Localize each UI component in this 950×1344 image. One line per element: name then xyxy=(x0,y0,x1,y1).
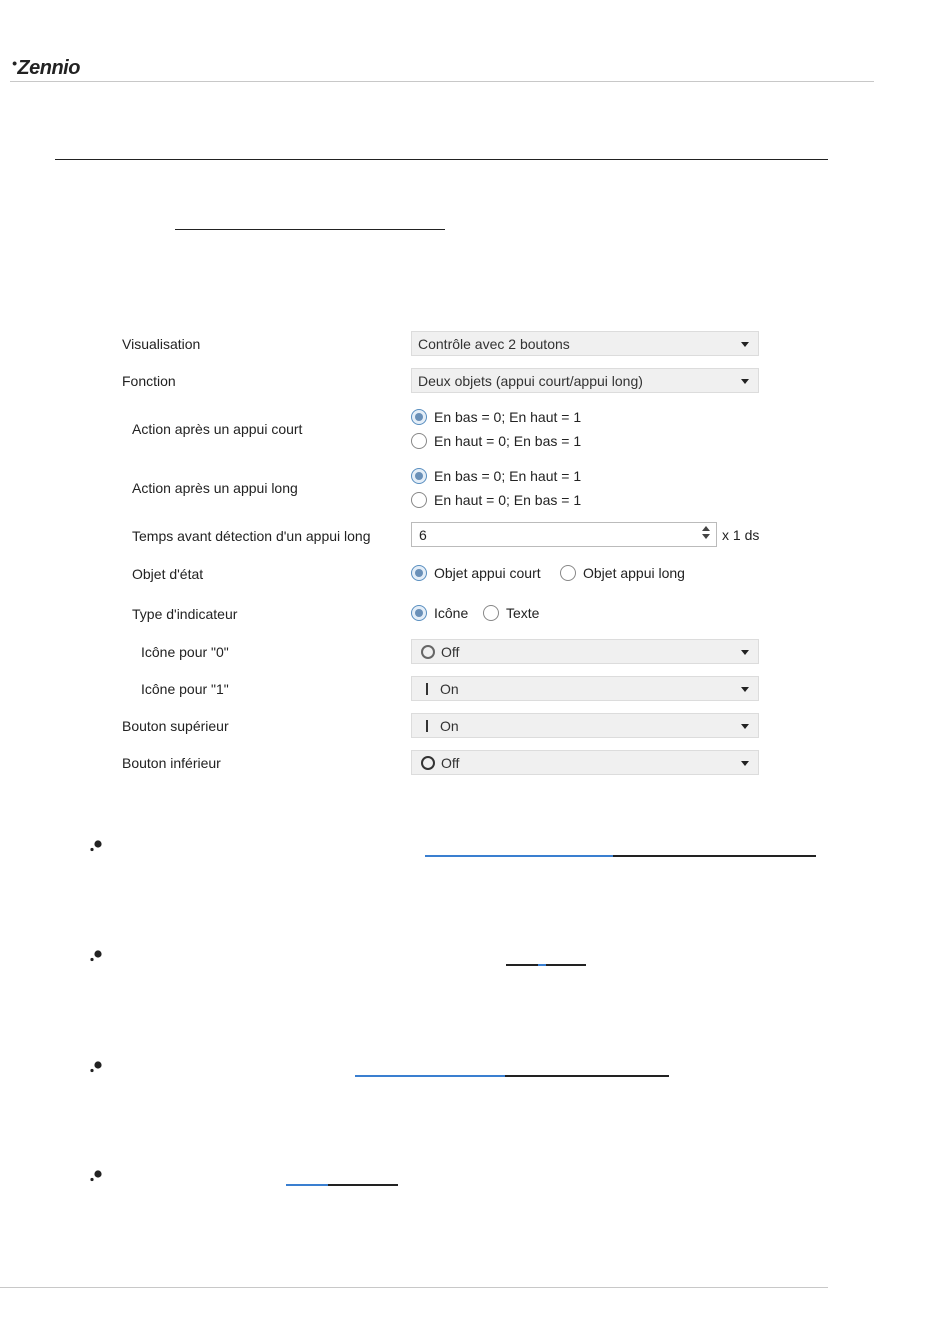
visualisation-select[interactable] xyxy=(411,331,759,356)
bouton-superieur-value: On xyxy=(440,717,459,734)
chevron-down-icon xyxy=(741,342,749,347)
radio-unselected-icon xyxy=(483,605,499,621)
action-court-option-2[interactable]: En haut = 0; En bas = 1 xyxy=(411,433,581,449)
link-underline[interactable] xyxy=(506,964,538,966)
bar-icon xyxy=(426,683,428,695)
action-long-option-2[interactable]: En haut = 0; En bas = 1 xyxy=(411,492,581,508)
bar-icon xyxy=(426,720,428,732)
temps-unit: x 1 ds xyxy=(722,527,760,543)
action-long-label: Action après un appui long xyxy=(132,480,298,496)
link-underline[interactable] xyxy=(328,1184,398,1186)
radio-unselected-icon xyxy=(411,433,427,449)
fonction-value: Deux objets (appui court/appui long) xyxy=(418,372,643,389)
footer-divider xyxy=(0,1287,828,1288)
icone-1-value: On xyxy=(440,680,459,697)
spin-arrows-icon[interactable] xyxy=(702,526,710,539)
radio-unselected-icon xyxy=(560,565,576,581)
icone-0-select[interactable] xyxy=(411,639,759,664)
temps-label: Temps avant détection d'un appui long xyxy=(132,528,371,544)
type-indicateur-option-texte[interactable]: Texte xyxy=(483,605,539,621)
visualisation-label: Visualisation xyxy=(122,336,201,352)
objet-etat-option-long[interactable]: Objet appui long xyxy=(560,565,685,581)
header-divider xyxy=(10,81,874,82)
temps-spinbox[interactable] xyxy=(411,522,717,547)
link-underline[interactable] xyxy=(613,855,816,857)
action-long-option-1[interactable]: En bas = 0; En haut = 1 xyxy=(411,468,581,484)
bullet-icon xyxy=(89,838,103,852)
bouton-inferieur-label: Bouton inférieur xyxy=(122,755,221,771)
objet-etat-label: Objet d'état xyxy=(132,566,204,582)
bouton-inferieur-value: Off xyxy=(441,754,460,771)
action-court-option-1[interactable]: En bas = 0; En haut = 1 xyxy=(411,409,581,425)
radio-selected-icon xyxy=(411,409,427,425)
section-heading-underline xyxy=(55,159,828,160)
spin-up-icon[interactable] xyxy=(702,526,710,531)
temps-value: 6 xyxy=(419,526,427,543)
radio-selected-icon xyxy=(411,605,427,621)
chevron-down-icon xyxy=(741,761,749,766)
objet-etat-option-court[interactable]: Objet appui court xyxy=(411,565,541,581)
chevron-down-icon xyxy=(741,724,749,729)
type-indicateur-label: Type d'indicateur xyxy=(132,606,238,622)
type-indicateur-option-icone[interactable]: Icône xyxy=(411,605,468,621)
visualisation-value: Contrôle avec 2 boutons xyxy=(418,335,570,352)
icone-0-label: Icône pour "0" xyxy=(141,644,229,660)
link-underline[interactable] xyxy=(538,964,546,966)
radio-unselected-icon xyxy=(411,492,427,508)
link-underline[interactable] xyxy=(425,855,613,857)
link-underline[interactable] xyxy=(546,964,586,966)
icone-0-value: Off xyxy=(441,643,460,660)
link-underline[interactable] xyxy=(505,1075,669,1077)
spin-down-icon[interactable] xyxy=(702,534,710,539)
link-underline[interactable] xyxy=(286,1184,328,1186)
icone-1-label: Icône pour "1" xyxy=(141,681,229,697)
zennio-logo: •Zennio xyxy=(12,55,80,79)
ring-icon xyxy=(421,645,435,659)
action-court-label: Action après un appui court xyxy=(132,421,303,437)
radio-selected-icon xyxy=(411,468,427,484)
subsection-heading-underline xyxy=(175,229,445,230)
fonction-label: Fonction xyxy=(122,373,176,389)
bouton-superieur-select[interactable] xyxy=(411,713,759,738)
chevron-down-icon xyxy=(741,650,749,655)
bullet-icon xyxy=(89,1059,103,1073)
radio-selected-icon xyxy=(411,565,427,581)
fonction-select[interactable] xyxy=(411,368,759,393)
chevron-down-icon xyxy=(741,687,749,692)
bouton-superieur-label: Bouton supérieur xyxy=(122,718,229,734)
bouton-inferieur-select[interactable] xyxy=(411,750,759,775)
bullet-icon xyxy=(89,1168,103,1182)
icone-1-select[interactable] xyxy=(411,676,759,701)
link-underline[interactable] xyxy=(355,1075,505,1077)
chevron-down-icon xyxy=(741,379,749,384)
bullet-icon xyxy=(89,948,103,962)
ring-icon xyxy=(421,756,435,770)
